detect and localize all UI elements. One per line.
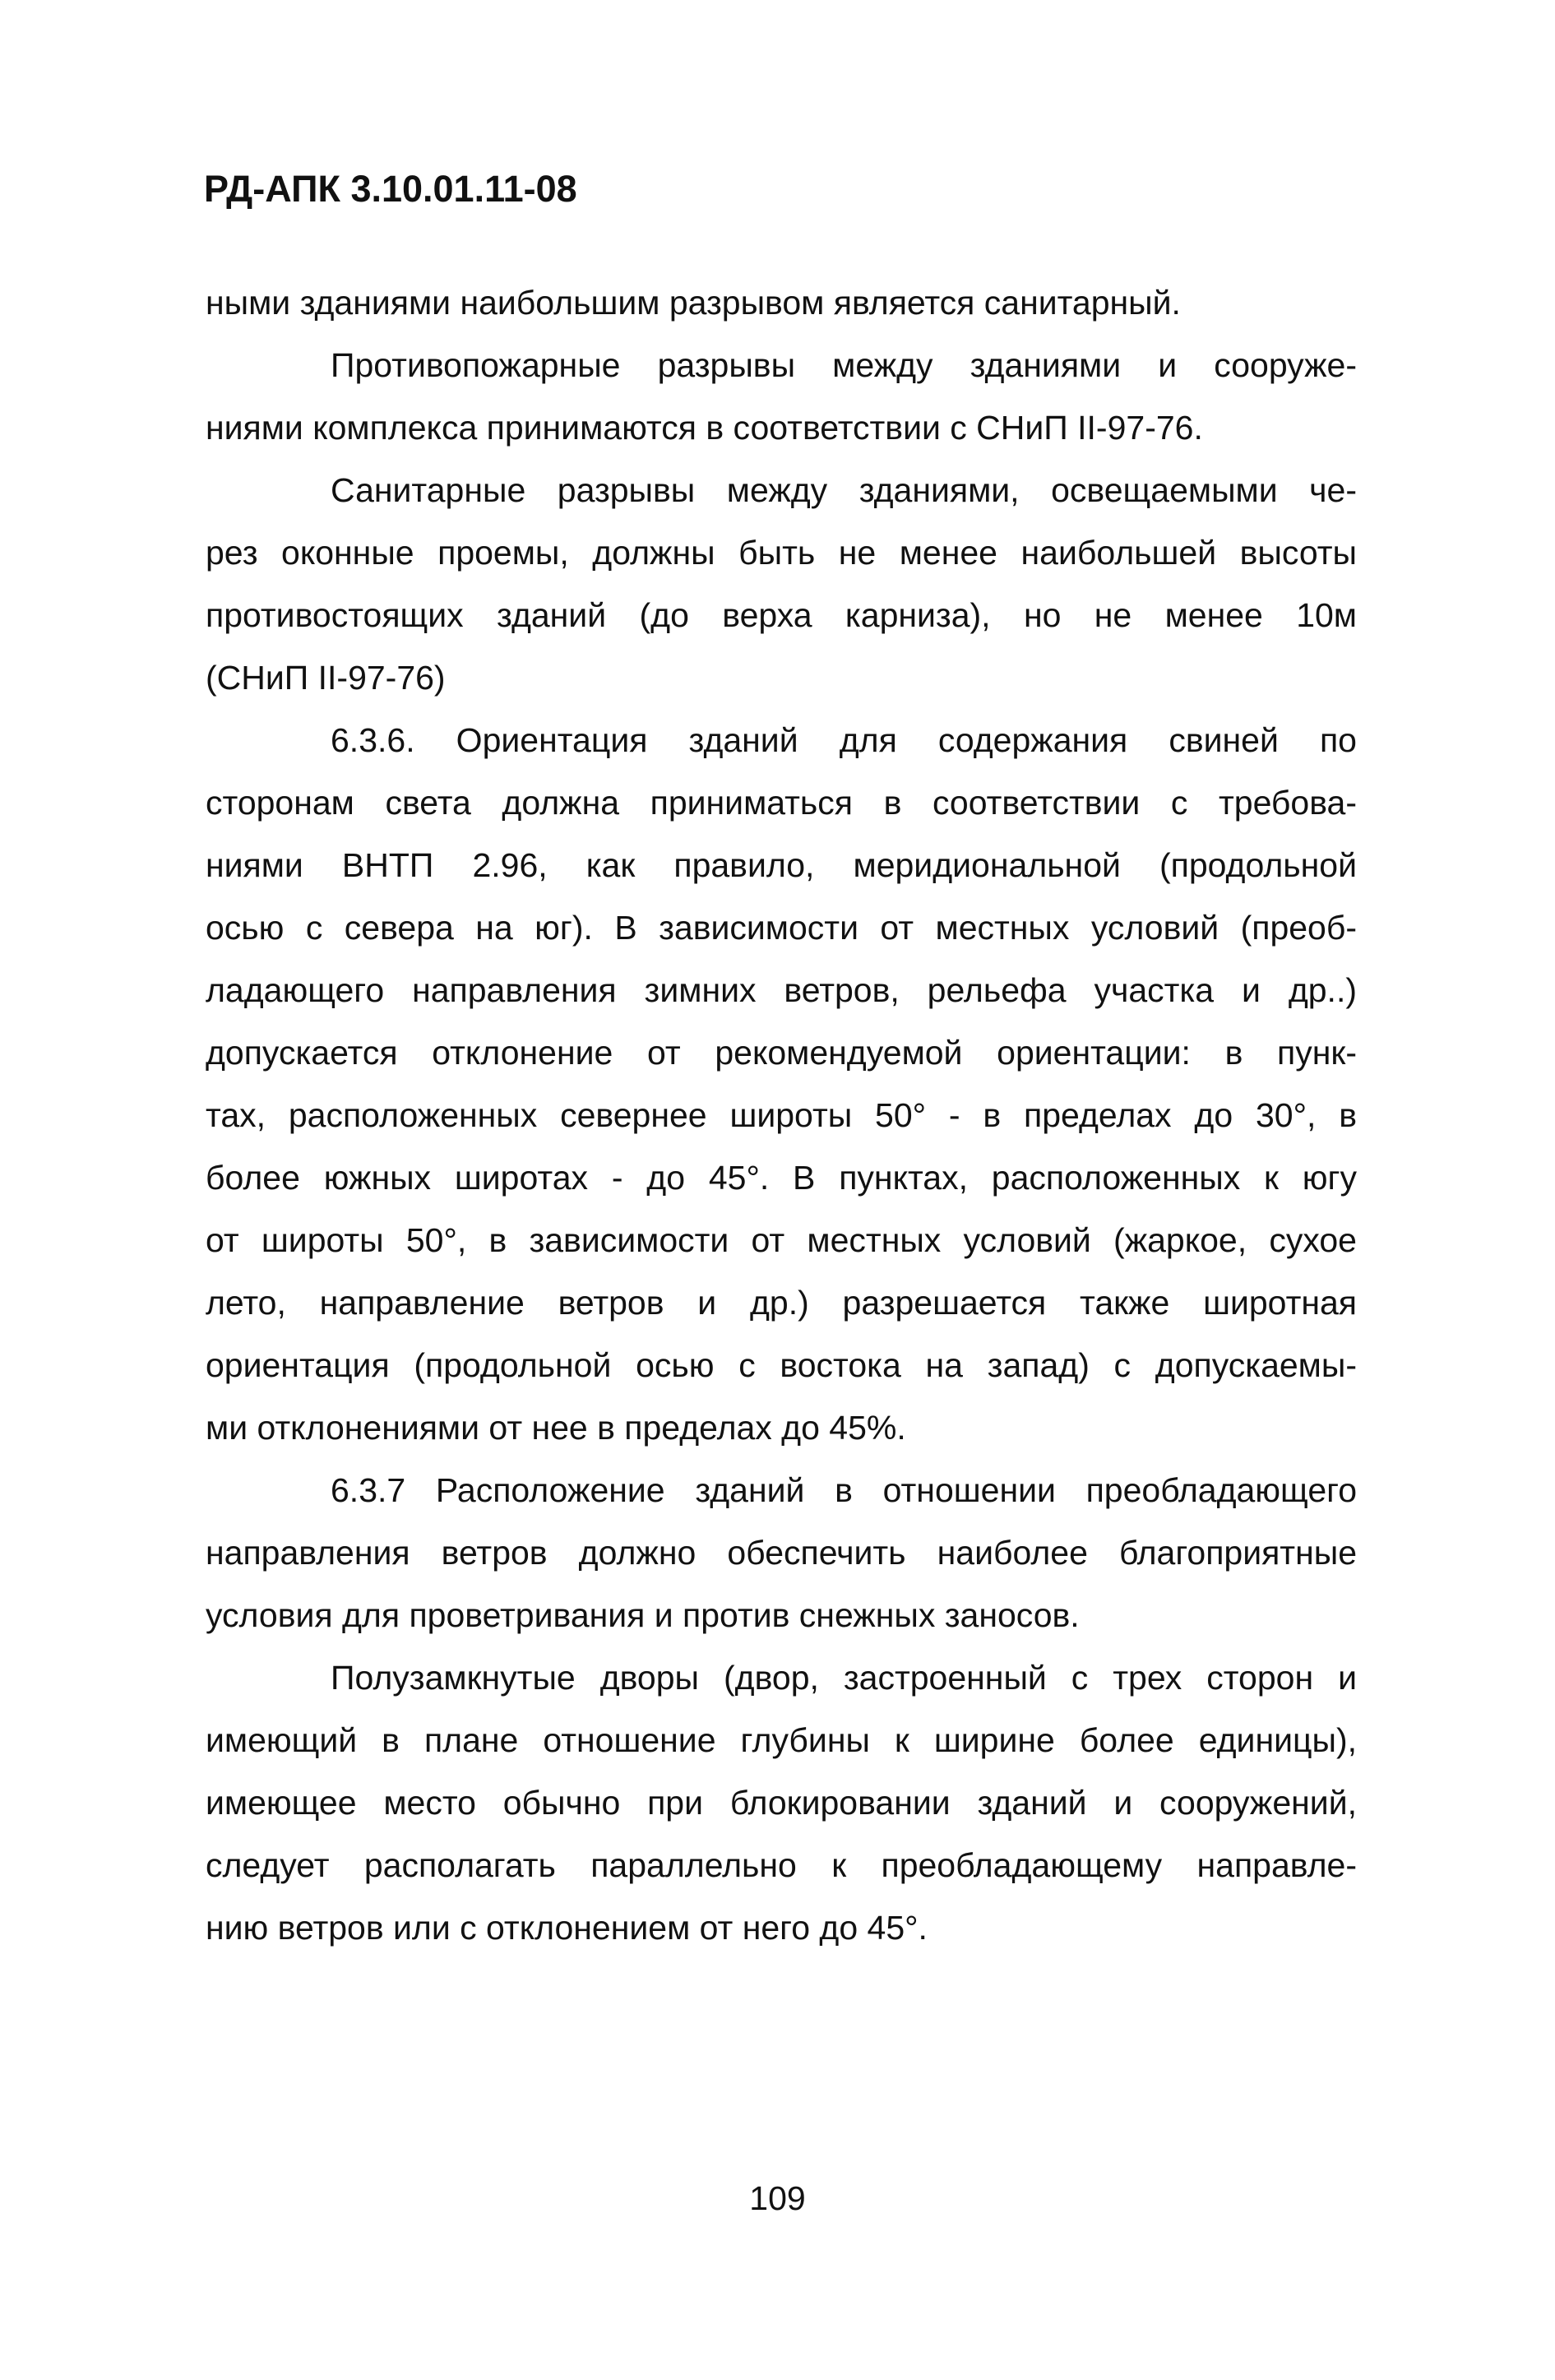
text-line: противостоящих зданий (до верха карниза), но не менее 10м: [206, 596, 1357, 634]
text-line: нию ветров или с отклонением от него до 45°.: [206, 1909, 928, 1947]
text-line: 6.3.7 Расположение зданий в отношении преобладающего: [331, 1471, 1357, 1509]
text-line: Противопожарные разрывы между зданиями и сооруже-: [331, 346, 1357, 384]
text-line: Санитарные разрывы между зданиями, освещаемыми че-: [331, 471, 1357, 509]
text-line: ными зданиями наибольшим разрывом является санитарный.: [206, 284, 1181, 322]
body-text: [206, 271, 1357, 1959]
text-line: ниями ВНТП 2.96, как правило, меридиональной (продольной: [206, 846, 1357, 884]
text-line: следует располагать параллельно к преобладающему направле-: [206, 1846, 1357, 1884]
text-line: условия для проветривания и против снежных заносов.: [206, 1596, 1080, 1634]
text-line: ориентация (продольной осью с востока на запад) с допускаемы-: [206, 1346, 1357, 1384]
document-code-header: РД-АПК 3.10.01.11-08: [204, 168, 577, 210]
text-line: ниями комплекса принимаются в соответствии с СНиП II-97-76.: [206, 409, 1203, 447]
text-line: имеющий в плане отношение глубины к ширине более единицы),: [206, 1721, 1357, 1759]
text-line: направления ветров должно обеспечить наиболее благоприятные: [206, 1534, 1357, 1572]
text-line: лето, направление ветров и др.) разрешается также широтная: [206, 1284, 1357, 1322]
text-line: имеющее место обычно при блокировании зданий и сооружений,: [206, 1784, 1357, 1822]
text-line: сторонам света должна приниматься в соответствии с требова-: [206, 784, 1357, 822]
text-line: ми отклонениями от нее в пределах до 45%.: [206, 1409, 906, 1447]
text-line: рез оконные проемы, должны быть не менее наибольшей высоты: [206, 534, 1357, 572]
text-line: Полузамкнутые дворы (двор, застроенный с трех сторон и: [331, 1659, 1357, 1697]
text-line: (СНиП II-97-76): [206, 659, 446, 697]
text-line: допускается отклонение от рекомендуемой ориентации: в пунк-: [206, 1034, 1357, 1072]
text-line: 6.3.6. Ориентация зданий для содержания свиней по: [331, 721, 1357, 759]
text-line: тах, расположенных севернее широты 50° - в пределах до 30°, в: [206, 1096, 1357, 1134]
text-line: от широты 50°, в зависимости от местных условий (жаркое, сухое: [206, 1221, 1357, 1259]
text-line: более южных широтах - до 45°. В пунктах, расположенных к югу: [206, 1159, 1357, 1197]
text-line: осью с севера на юг). В зависимости от местных условий (преоб-: [206, 909, 1357, 947]
text-line: ладающего направления зимних ветров, рельефа участка и др..): [206, 971, 1357, 1009]
page-number: 109: [749, 2179, 806, 2217]
